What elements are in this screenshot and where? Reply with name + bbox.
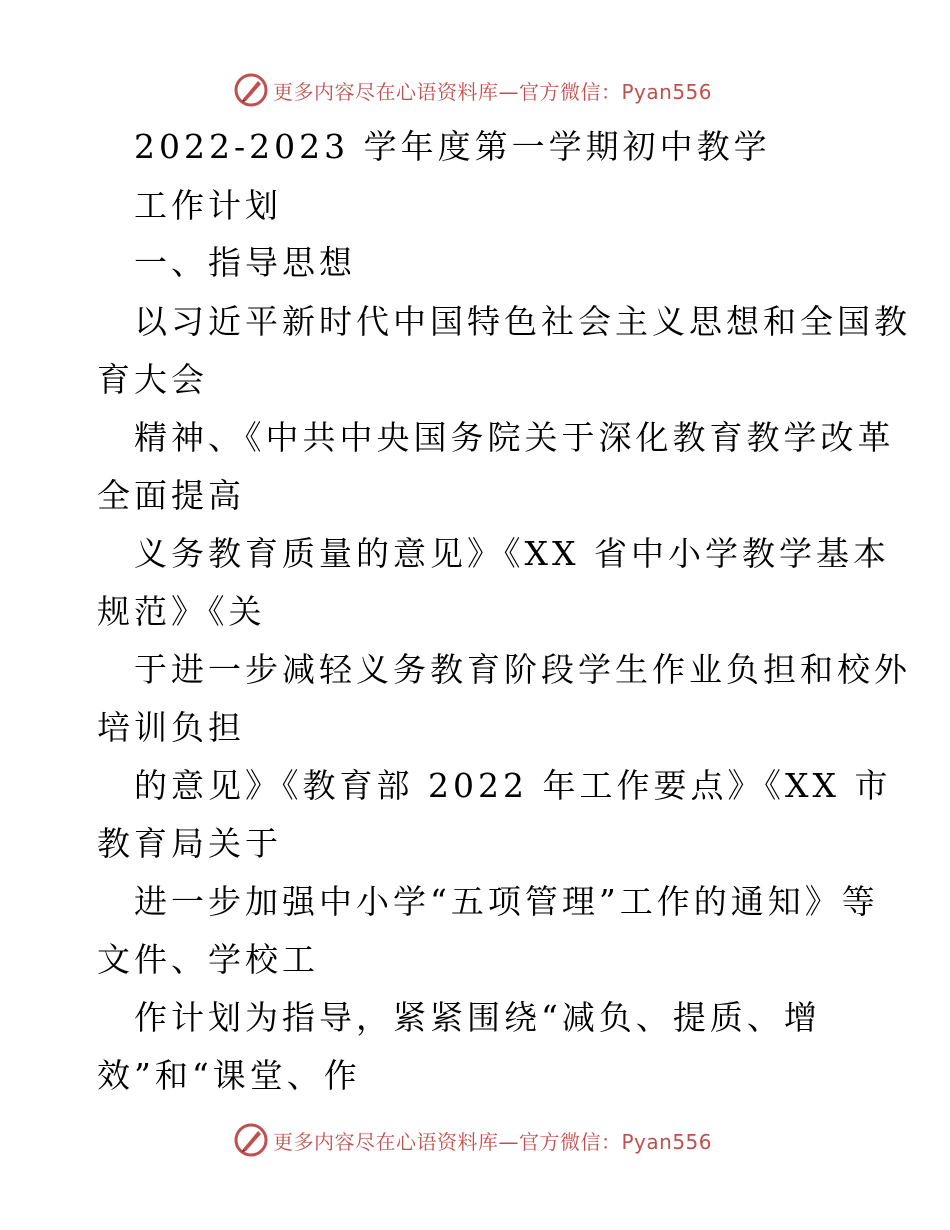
paragraph-line: 义务教育质量的意见》《XX 省中小学教学基本 (134, 534, 890, 573)
watermark-text: 更多内容尽在心语资料库—官方微信：Pyan556 (273, 1129, 713, 1154)
paragraph-line: 全面提高 (97, 476, 245, 515)
paragraph-line: 进一步加强中小学“五项管理”工作的通知》等 (134, 882, 879, 921)
title-line-1: 2022-2023 学年度第一学期初中教学 (134, 127, 771, 166)
paragraph-line: 的意见》《教育部 2022 年工作要点》《XX 市 (134, 766, 892, 805)
paragraph-line: 作计划为指导，紧紧围绕“减负、提质、增 (134, 998, 821, 1037)
pen-logo-icon (233, 72, 269, 108)
paragraph-line: 于进一步减轻义务教育阶段学生作业负担和校外 (134, 650, 911, 689)
paragraph-line: 教育局关于 (97, 824, 282, 863)
paragraph-line: 文件、学校工 (97, 940, 319, 979)
paragraph-line: 规范》《关 (97, 592, 266, 631)
title-line-2: 工作计划 (134, 186, 282, 225)
footer-watermark (233, 1120, 712, 1160)
paragraph-line: 效”和“课堂、作 (97, 1056, 361, 1095)
section-heading: 一、指导思想 (134, 243, 356, 282)
watermark-text: 更多内容尽在心语资料库—官方微信：Pyan556 (273, 79, 713, 104)
header-watermark (233, 70, 712, 110)
paragraph-line: 以习近平新时代中国特色社会主义思想和全国教 (134, 302, 911, 341)
paragraph-line: 培训负担 (97, 708, 245, 747)
paragraph-line: 精神、《中共中央国务院关于深化教育教学改革 (134, 418, 895, 457)
pen-logo-icon (233, 1122, 269, 1158)
paragraph-line: 育大会 (97, 360, 208, 399)
